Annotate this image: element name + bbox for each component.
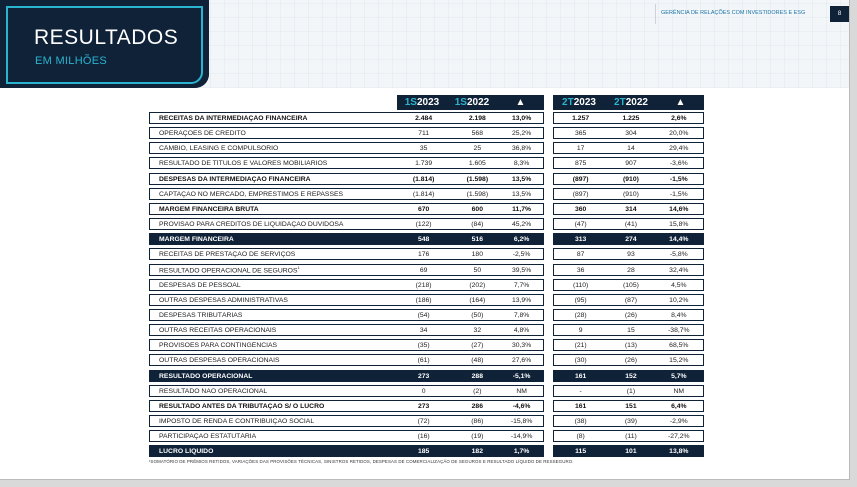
- header-2t2022: 2T2022: [614, 97, 648, 108]
- row-label: RECEITAS DA INTERMEDIAÇÃO FINANCEIRA: [159, 114, 308, 122]
- header-1s2022: 1S2022: [454, 97, 490, 108]
- value-1s-variation: 1,7%: [513, 447, 530, 455]
- value-2t2022: 151: [625, 402, 637, 410]
- value-2t2023: (30): [574, 356, 587, 364]
- value-1s-variation: 7,8%: [513, 311, 530, 319]
- value-1s2023: (16): [417, 432, 430, 440]
- value-1s-variation: -5,1%: [512, 372, 531, 380]
- value-1s-variation: 13,0%: [511, 114, 532, 122]
- value-1s2022: 1.605: [468, 159, 486, 167]
- value-1s-variation: -4,6%: [512, 402, 531, 410]
- table-row-2t: [553, 203, 704, 215]
- value-2t2022: 14: [627, 144, 635, 152]
- value-2t-variation: 10,2%: [669, 296, 689, 304]
- table-row-2t: [553, 309, 704, 321]
- value-2t2023: 9: [578, 326, 583, 334]
- value-2t2023: (95): [574, 296, 587, 304]
- value-1s-variation: 25,2%: [511, 129, 532, 137]
- page-subtitle: EM MILHÕES: [35, 55, 108, 67]
- row-label: LUCRO LÍQUIDO: [159, 447, 214, 455]
- value-2t-variation: 5,7%: [671, 372, 687, 380]
- table-row-2t: [553, 294, 704, 306]
- value-1s2023: 548: [417, 235, 430, 243]
- value-1s2022: (19): [471, 432, 484, 440]
- value-1s2022: 288: [471, 372, 483, 380]
- value-2t2023: 17: [576, 144, 585, 152]
- table-row: [149, 324, 544, 336]
- value-2t2022: 93: [627, 250, 635, 258]
- value-1s-variation: 4,8%: [513, 326, 530, 334]
- table-row-2t: [553, 173, 704, 185]
- value-1s2023: 2.484: [415, 114, 433, 122]
- table-row: [149, 248, 544, 260]
- row-label: PARTICIPAÇÃO ESTATUTÁRIA: [159, 432, 257, 440]
- table-row: [149, 112, 544, 124]
- value-2t-variation: -38,7%: [668, 326, 690, 334]
- table-row: [149, 218, 544, 230]
- row-label: RECEITAS DE PRESTAÇÃO DE SERVIÇOS: [159, 250, 296, 258]
- value-2t2022: 15: [627, 326, 635, 334]
- value-1s2022: (202): [469, 281, 486, 289]
- row-label: DESPESAS TRIBUTÁRIAS: [159, 311, 243, 319]
- value-2t2023: 360: [574, 205, 587, 213]
- value-2t2023: (38): [574, 417, 587, 425]
- value-2t2022: 314: [625, 205, 637, 213]
- value-2t-variation: 13,8%: [669, 447, 689, 455]
- row-label: PROVISÃO PARA CRÉDITOS DE LIQUIDAÇÃO DUVIDOSA: [159, 220, 344, 228]
- table-row: [149, 188, 544, 200]
- value-1s2022: (1.598): [466, 175, 489, 183]
- value-1s2022: (164): [469, 296, 486, 304]
- header-2t2023: 2T2023: [562, 97, 596, 108]
- table-row: [149, 264, 544, 276]
- value-1s2023: 273: [417, 372, 430, 380]
- value-1s-variation: NM: [516, 387, 527, 395]
- value-1s2023: (1.814): [412, 175, 435, 183]
- table-row: [149, 294, 544, 306]
- value-1s2023: (35): [417, 341, 430, 349]
- table-row-2t: [553, 157, 704, 169]
- value-2t2023: 365: [574, 129, 587, 137]
- value-2t-variation: -1,5%: [669, 175, 688, 183]
- value-2t-variation: -2,9%: [669, 417, 688, 425]
- value-2t-variation: 15,2%: [669, 356, 689, 364]
- table-row: [149, 370, 544, 382]
- table-row: [149, 157, 544, 169]
- value-1s2023: 670: [417, 205, 430, 213]
- value-2t2022: (1): [626, 387, 636, 395]
- value-1s2023: (54): [417, 311, 430, 319]
- value-2t-variation: 2,6%: [671, 114, 687, 122]
- header-divider: [655, 4, 656, 24]
- value-1s2023: 185: [417, 447, 430, 455]
- value-2t2022: 907: [625, 159, 637, 167]
- row-label: RESULTADO OPERACIONAL DE SEGUROS$^1$: [159, 265, 300, 275]
- table-row: [149, 233, 544, 245]
- value-1s2023: 176: [417, 250, 430, 258]
- value-2t2023: -: [579, 387, 582, 395]
- value-2t2022: (87): [624, 296, 637, 304]
- row-label: DESPESAS DE PESSOAL: [159, 281, 241, 289]
- value-2t2022: 304: [625, 129, 637, 137]
- value-2t2023: (897): [572, 190, 589, 198]
- table-row-2t: [553, 279, 704, 291]
- value-1s2023: (186): [415, 296, 432, 304]
- value-1s2022: 32: [473, 326, 482, 334]
- value-2t-variation: -5,8%: [669, 250, 688, 258]
- value-1s2022: (2): [473, 387, 482, 395]
- table-row-2t: [553, 324, 704, 336]
- header-1s: [397, 95, 544, 110]
- value-2t2022: 152: [625, 372, 637, 380]
- value-1s2022: 600: [471, 205, 483, 213]
- value-2t2023: 313: [574, 235, 587, 243]
- variation-up-icon: ▲: [675, 97, 686, 108]
- value-1s2023: (1.814): [412, 190, 435, 198]
- row-label: MARGEM FINANCEIRA: [159, 235, 234, 243]
- value-2t-variation: -3,6%: [669, 159, 688, 167]
- value-2t-variation: 8,4%: [671, 311, 687, 319]
- table-row: [149, 385, 544, 397]
- value-2t-variation: 68,5%: [669, 341, 689, 349]
- value-2t2023: 36: [576, 266, 585, 274]
- value-1s2022: 182: [471, 447, 483, 455]
- value-1s2023: 69: [419, 266, 428, 274]
- value-1s2022: 180: [471, 250, 483, 258]
- value-1s2022: (27): [471, 341, 484, 349]
- table-row-2t: [553, 339, 704, 351]
- header-2t: [553, 95, 704, 110]
- value-1s2023: 711: [418, 129, 430, 137]
- row-label: RESULTADO DE TÍTULOS E VALORES MOBILIÁRIOS: [159, 159, 328, 167]
- table-row-2t: [553, 354, 704, 366]
- value-1s-variation: 7,7%: [513, 281, 530, 289]
- value-2t2022: 274: [625, 235, 637, 243]
- value-1s-variation: 45,2%: [511, 220, 532, 228]
- value-1s2022: (86): [471, 417, 484, 425]
- value-1s-variation: 27,6%: [511, 356, 532, 364]
- row-label: OUTRAS RECEITAS OPERACIONAIS: [159, 326, 277, 334]
- value-2t2022: (26): [624, 356, 637, 364]
- table-row-2t: [553, 112, 704, 124]
- value-2t2023: (47): [574, 220, 587, 228]
- variation-up-icon: ▲: [515, 97, 526, 108]
- row-label: OUTRAS DESPESAS OPERACIONAIS: [159, 356, 280, 364]
- value-1s-variation: 8,3%: [513, 159, 530, 167]
- table-row-2t: [553, 445, 704, 457]
- value-2t2022: 1.225: [622, 114, 640, 122]
- row-label: RESULTADO ANTES DA TRIBUTAÇÃO S/ O LUCRO: [159, 402, 325, 410]
- table-row-2t: [553, 415, 704, 427]
- value-1s2023: (72): [417, 417, 430, 425]
- table-row: [149, 142, 544, 154]
- value-2t-variation: 15,8%: [669, 220, 689, 228]
- value-2t-variation: 6,4%: [671, 402, 687, 410]
- value-2t2022: 28: [627, 266, 635, 274]
- table-row: [149, 173, 544, 185]
- value-1s2022: 50: [473, 266, 482, 274]
- value-2t2023: 161: [574, 372, 587, 380]
- value-1s-variation: -15,8%: [510, 417, 533, 425]
- value-1s-variation: 30,3%: [511, 341, 532, 349]
- table-row: [149, 309, 544, 321]
- value-2t2023: (110): [572, 281, 589, 289]
- table-row-2t: [553, 264, 704, 276]
- value-2t-variation: NM: [673, 387, 685, 395]
- row-label: DESPESAS DA INTERMEDIAÇÃO FINANCEIRA: [159, 175, 311, 183]
- value-1s2022: (1.598): [466, 190, 489, 198]
- value-1s2022: (48): [471, 356, 484, 364]
- table-row-2t: [553, 218, 704, 230]
- table-row-2t: [553, 142, 704, 154]
- table-row-2t: [553, 370, 704, 382]
- page-number: 8: [830, 6, 849, 22]
- value-1s2022: 2.198: [468, 114, 486, 122]
- value-1s2023: (61): [417, 356, 430, 364]
- footnote: ¹SOMATÓRIO DE PRÊMIOS RETIDOS, VARIAÇÕES DAS PROVISÕES TÉCNICAS, SINISTROS RETIDOS, DESPESAS DE COMERCIALIZAÇÃO DE SEGUROS E RESULTADO LÍQUIDO DE RESSEGURO.: [149, 459, 574, 464]
- value-2t2023: (8): [576, 432, 585, 440]
- value-1s2023: 1.739: [415, 159, 433, 167]
- value-2t2023: (897): [572, 175, 589, 183]
- value-2t-variation: 32,4%: [669, 266, 689, 274]
- table-row-2t: [553, 233, 704, 245]
- table-row: [149, 400, 544, 412]
- table-row: [149, 445, 544, 457]
- value-1s-variation: 13,5%: [511, 175, 532, 183]
- value-2t2022: (26): [624, 311, 637, 319]
- value-2t2022: (105): [623, 281, 639, 289]
- table-row: [149, 127, 544, 139]
- value-1s-variation: 6,2%: [513, 235, 530, 243]
- table-row-2t: [553, 127, 704, 139]
- row-label: RESULTADO OPERACIONAL: [159, 372, 253, 380]
- table-row-2t: [553, 430, 704, 442]
- value-2t-variation: 14,4%: [669, 235, 689, 243]
- value-1s-variation: -14,9%: [510, 432, 533, 440]
- value-1s-variation: -2,5%: [512, 250, 531, 258]
- department-label: GERÊNCIA DE RELAÇÕES COM INVESTIDORES E ESG: [661, 10, 806, 16]
- value-2t-variation: 20,0%: [669, 129, 689, 137]
- row-label: RESULTADO NÃO OPERACIONAL: [159, 387, 268, 395]
- row-label: CÂMBIO, LEASING E COMPULSÓRIO: [159, 144, 279, 152]
- value-2t-variation: 29,4%: [669, 144, 689, 152]
- value-2t2022: 101: [625, 447, 637, 455]
- row-label: CAPTAÇÃO NO MERCADO, EMPRÉSTIMOS E REPASSES: [159, 190, 344, 198]
- value-2t2023: 87: [576, 250, 585, 258]
- table-row: [149, 415, 544, 427]
- value-1s-variation: 13,5%: [511, 190, 532, 198]
- table-row-2t: [553, 188, 704, 200]
- value-1s2022: (50): [471, 311, 484, 319]
- value-1s2022: 516: [471, 235, 483, 243]
- value-2t-variation: -1,5%: [669, 190, 688, 198]
- value-2t2022: (13): [624, 341, 637, 349]
- value-1s2023: (218): [415, 281, 432, 289]
- value-2t2023: 875: [574, 159, 587, 167]
- table-row: [149, 279, 544, 291]
- row-label: MARGEM FINANCEIRA BRUTA: [159, 205, 259, 213]
- value-1s2023: 35: [419, 144, 428, 152]
- value-2t2022: (910): [623, 190, 639, 198]
- value-1s2023: 273: [417, 402, 430, 410]
- value-2t-variation: -27,2%: [668, 432, 690, 440]
- value-1s2022: 286: [471, 402, 483, 410]
- value-1s-variation: 13,9%: [511, 296, 532, 304]
- row-label: OPERAÇÕES DE CRÉDITO: [159, 129, 246, 137]
- row-label: OUTRAS DESPESAS ADMINISTRATIVAS: [159, 296, 288, 304]
- page-title: RESULTADOS: [34, 26, 179, 49]
- table-row: [149, 354, 544, 366]
- table-row-2t: [553, 248, 704, 260]
- table-row-2t: [553, 400, 704, 412]
- value-1s2022: 25: [473, 144, 482, 152]
- value-1s2022: 568: [471, 129, 483, 137]
- value-1s2022: (84): [471, 220, 484, 228]
- value-1s2023: (122): [415, 220, 432, 228]
- table-row: [149, 203, 544, 215]
- table-row-2t: [553, 385, 704, 397]
- value-1s-variation: 39,5%: [511, 266, 532, 274]
- value-2t2023: 1.257: [572, 114, 590, 122]
- value-1s2023: 0: [421, 387, 426, 395]
- value-1s-variation: 36,8%: [511, 144, 532, 152]
- value-2t2023: 115: [575, 447, 587, 455]
- value-2t2022: (11): [625, 432, 637, 440]
- value-2t2022: (910): [623, 175, 639, 183]
- value-2t2023: 161: [574, 402, 587, 410]
- value-2t-variation: 4,5%: [671, 281, 687, 289]
- row-label: IMPOSTO DE RENDA E CONTRIBUIÇÃO SOCIAL: [159, 417, 315, 425]
- value-2t2022: (41): [624, 220, 637, 228]
- table-row: [149, 339, 544, 351]
- value-1s-variation: 11,7%: [512, 205, 532, 213]
- value-2t2023: (28): [574, 311, 587, 319]
- table-row: [149, 430, 544, 442]
- value-1s2023: 34: [419, 326, 428, 334]
- header-1s2023: 1S2023: [404, 97, 440, 108]
- title-box: [0, 0, 209, 88]
- value-2t2022: (39): [624, 417, 637, 425]
- row-label: PROVISÕES PARA CONTINGÊNCIAS: [159, 341, 278, 349]
- value-2t2023: (21): [574, 341, 587, 349]
- value-2t-variation: 14,6%: [669, 205, 689, 213]
